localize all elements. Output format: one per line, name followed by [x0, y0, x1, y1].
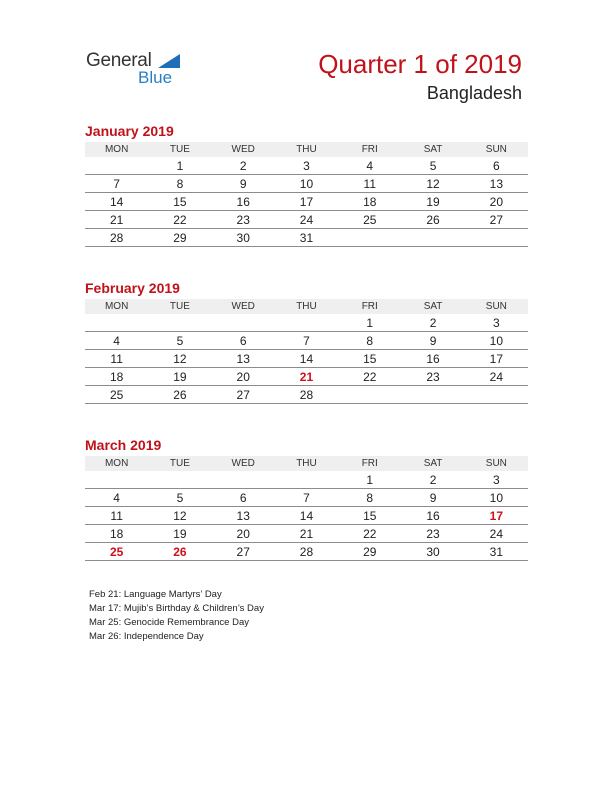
- day-cell: 14: [85, 193, 148, 211]
- weekday-header: SAT: [401, 142, 464, 157]
- day-cell: 24: [275, 211, 338, 229]
- day-cell: 17: [465, 507, 528, 525]
- empty-day-cell: [148, 471, 211, 489]
- empty-day-cell: [465, 386, 528, 404]
- day-cell: 1: [338, 471, 401, 489]
- day-cell: 21: [275, 525, 338, 543]
- day-cell: 6: [465, 157, 528, 175]
- weekday-header: SAT: [401, 299, 464, 314]
- week-row: [85, 525, 528, 543]
- day-cell: 11: [85, 507, 148, 525]
- empty-day-cell: [338, 229, 401, 247]
- day-cell: 20: [465, 193, 528, 211]
- page-title: Quarter 1 of 2019: [318, 49, 522, 79]
- day-cell: 18: [85, 368, 148, 386]
- day-cell: 25: [338, 211, 401, 229]
- empty-day-cell: [401, 386, 464, 404]
- week-row: [85, 386, 528, 404]
- day-cell: 24: [465, 368, 528, 386]
- day-cell: 9: [212, 175, 275, 193]
- day-cell: 29: [338, 543, 401, 561]
- day-cell: 8: [148, 175, 211, 193]
- day-cell: 3: [465, 471, 528, 489]
- empty-day-cell: [85, 157, 148, 175]
- week-row: [85, 543, 528, 561]
- day-cell: 30: [212, 229, 275, 247]
- week-row: [85, 489, 528, 507]
- empty-day-cell: [465, 229, 528, 247]
- weekday-header-row: [85, 142, 528, 157]
- day-cell: 21: [275, 368, 338, 386]
- day-cell: 1: [148, 157, 211, 175]
- day-cell: 19: [148, 525, 211, 543]
- day-cell: 19: [401, 193, 464, 211]
- week-row: [85, 157, 528, 175]
- day-cell: 24: [465, 525, 528, 543]
- day-cell: 13: [212, 507, 275, 525]
- day-cell: 21: [85, 211, 148, 229]
- day-cell: 16: [212, 193, 275, 211]
- day-cell: 31: [465, 543, 528, 561]
- empty-day-cell: [401, 229, 464, 247]
- day-cell: 27: [212, 386, 275, 404]
- logo-triangle-icon: [158, 54, 180, 68]
- day-cell: 20: [212, 368, 275, 386]
- day-cell: 13: [212, 350, 275, 368]
- day-cell: 3: [275, 157, 338, 175]
- month-january: [85, 122, 528, 247]
- week-row: [85, 193, 528, 211]
- week-row: [85, 229, 528, 247]
- day-cell: 28: [275, 543, 338, 561]
- weekday-header: MON: [85, 142, 148, 157]
- day-cell: 12: [148, 350, 211, 368]
- month-title: March 2019: [85, 437, 162, 453]
- weekday-header: THU: [275, 142, 338, 157]
- day-cell: 20: [212, 525, 275, 543]
- weekday-header: WED: [212, 456, 275, 471]
- day-cell: 2: [401, 314, 464, 332]
- empty-day-cell: [212, 314, 275, 332]
- day-cell: 27: [465, 211, 528, 229]
- empty-day-cell: [85, 314, 148, 332]
- day-cell: 11: [85, 350, 148, 368]
- weekday-header: WED: [212, 299, 275, 314]
- weekday-header: THU: [275, 456, 338, 471]
- day-cell: 4: [85, 332, 148, 350]
- week-row: [85, 368, 528, 386]
- day-cell: 28: [275, 386, 338, 404]
- day-cell: 31: [275, 229, 338, 247]
- day-cell: 18: [85, 525, 148, 543]
- empty-day-cell: [275, 314, 338, 332]
- day-cell: 15: [338, 350, 401, 368]
- holiday-note: Mar 25: Genocide Remembrance Day: [89, 617, 249, 628]
- weekday-header: SAT: [401, 456, 464, 471]
- empty-day-cell: [148, 314, 211, 332]
- weekday-header: TUE: [148, 142, 211, 157]
- day-cell: 23: [212, 211, 275, 229]
- day-cell: 15: [148, 193, 211, 211]
- day-cell: 10: [465, 489, 528, 507]
- empty-day-cell: [85, 471, 148, 489]
- week-row: [85, 507, 528, 525]
- weekday-header: SUN: [465, 142, 528, 157]
- day-cell: 1: [338, 314, 401, 332]
- week-row: [85, 471, 528, 489]
- day-cell: 9: [401, 332, 464, 350]
- day-cell: 23: [401, 368, 464, 386]
- empty-day-cell: [212, 471, 275, 489]
- day-cell: 14: [275, 507, 338, 525]
- day-cell: 23: [401, 525, 464, 543]
- weekday-header-row: [85, 456, 528, 471]
- day-cell: 6: [212, 332, 275, 350]
- empty-day-cell: [275, 471, 338, 489]
- day-cell: 6: [212, 489, 275, 507]
- calendar-table: [85, 456, 528, 561]
- day-cell: 5: [148, 332, 211, 350]
- day-cell: 11: [338, 175, 401, 193]
- day-cell: 7: [275, 489, 338, 507]
- calendar-table: [85, 142, 528, 247]
- week-row: [85, 350, 528, 368]
- day-cell: 14: [275, 350, 338, 368]
- month-march: [85, 436, 528, 561]
- day-cell: 17: [275, 193, 338, 211]
- weekday-header: FRI: [338, 456, 401, 471]
- logo-word-general: General: [86, 50, 152, 71]
- day-cell: 18: [338, 193, 401, 211]
- day-cell: 17: [465, 350, 528, 368]
- week-row: [85, 211, 528, 229]
- logo: [86, 50, 196, 90]
- weekday-header: MON: [85, 299, 148, 314]
- day-cell: 8: [338, 489, 401, 507]
- weekday-header: TUE: [148, 456, 211, 471]
- holiday-notes: [89, 588, 264, 644]
- day-cell: 29: [148, 229, 211, 247]
- weekday-header: THU: [275, 299, 338, 314]
- week-row: [85, 175, 528, 193]
- day-cell: 5: [148, 489, 211, 507]
- day-cell: 5: [401, 157, 464, 175]
- day-cell: 10: [275, 175, 338, 193]
- day-cell: 2: [401, 471, 464, 489]
- day-cell: 30: [401, 543, 464, 561]
- holiday-note: Mar 26: Independence Day: [89, 631, 204, 642]
- day-cell: 12: [401, 175, 464, 193]
- day-cell: 22: [338, 368, 401, 386]
- weekday-header: MON: [85, 456, 148, 471]
- logo-word-blue: Blue: [138, 68, 173, 87]
- day-cell: 7: [85, 175, 148, 193]
- day-cell: 25: [85, 386, 148, 404]
- weekday-header: SUN: [465, 299, 528, 314]
- day-cell: 13: [465, 175, 528, 193]
- weekday-header: FRI: [338, 142, 401, 157]
- weekday-header: TUE: [148, 299, 211, 314]
- day-cell: 26: [148, 386, 211, 404]
- month-february: [85, 279, 528, 404]
- day-cell: 4: [338, 157, 401, 175]
- day-cell: 8: [338, 332, 401, 350]
- weekday-header: FRI: [338, 299, 401, 314]
- day-cell: 22: [148, 211, 211, 229]
- day-cell: 25: [85, 543, 148, 561]
- country-name: Bangladesh: [426, 83, 522, 103]
- day-cell: 3: [465, 314, 528, 332]
- calendar-table: [85, 299, 528, 404]
- day-cell: 10: [465, 332, 528, 350]
- day-cell: 27: [212, 543, 275, 561]
- day-cell: 2: [212, 157, 275, 175]
- week-row: [85, 332, 528, 350]
- month-title: January 2019: [85, 123, 174, 139]
- weekday-header: WED: [212, 142, 275, 157]
- day-cell: 26: [401, 211, 464, 229]
- day-cell: 22: [338, 525, 401, 543]
- holiday-note: Feb 21: Language Martyrs’ Day: [89, 589, 222, 600]
- day-cell: 4: [85, 489, 148, 507]
- day-cell: 16: [401, 507, 464, 525]
- empty-day-cell: [338, 386, 401, 404]
- weekday-header: SUN: [465, 456, 528, 471]
- day-cell: 12: [148, 507, 211, 525]
- day-cell: 15: [338, 507, 401, 525]
- weekday-header-row: [85, 299, 528, 314]
- day-cell: 7: [275, 332, 338, 350]
- month-title: February 2019: [85, 280, 180, 296]
- holiday-note: Mar 17: Mujib’s Birthday & Children’s Day: [89, 603, 264, 614]
- day-cell: 16: [401, 350, 464, 368]
- day-cell: 28: [85, 229, 148, 247]
- day-cell: 9: [401, 489, 464, 507]
- day-cell: 19: [148, 368, 211, 386]
- day-cell: 26: [148, 543, 211, 561]
- week-row: [85, 314, 528, 332]
